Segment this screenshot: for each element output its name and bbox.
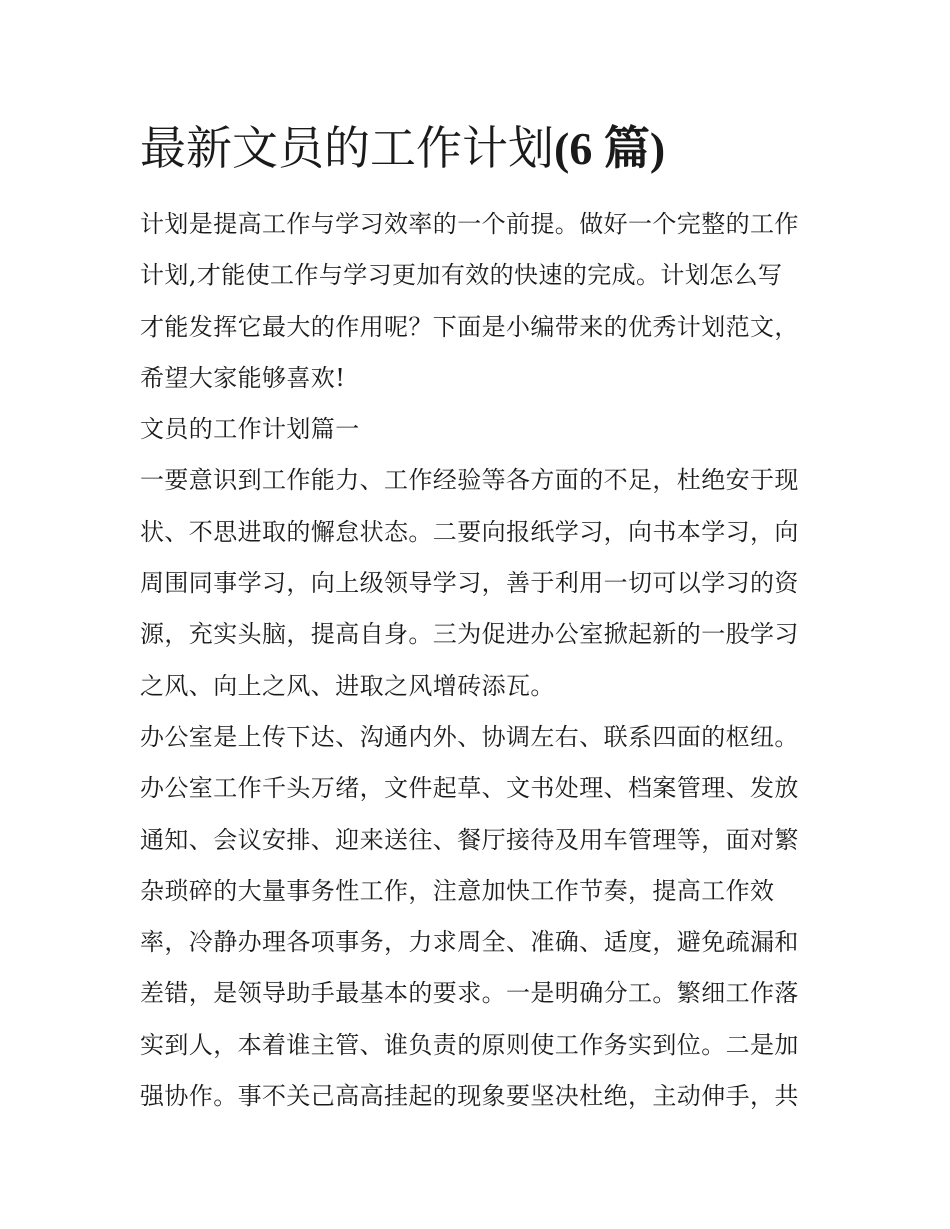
text-line: 状、不思进取的懈怠状态。二要向报纸学习，向书本学习，向 xyxy=(140,517,799,546)
text-line: 源，充实头脑，提高自身。三为促进办公室掀起新的一股学习 xyxy=(140,620,799,649)
text-line: 率，冷静办理各项事务，力求周全、准确、适度，避免疏漏和 xyxy=(140,928,799,957)
section-heading: 文员的工作计划篇一 xyxy=(140,415,360,444)
text-line: 一要意识到工作能力、工作经验等各方面的不足，杜绝安于现 xyxy=(140,466,799,495)
text-line: 差错，是领导助手最基本的要求。一是明确分工。繁细工作落 xyxy=(140,979,799,1008)
text-line: 办公室是上传下达、沟通内外、协调左右、联系四面的枢纽。 xyxy=(140,722,799,751)
text-line: 希望大家能够喜欢! xyxy=(140,363,346,392)
title-main: 最新文员的工作计划 xyxy=(140,121,554,175)
text-line: 之风、向上之风、进取之风增砖添瓦。 xyxy=(140,671,555,700)
text-line: 办公室工作千头万绪，文件起草、文书处理、档案管理、发放 xyxy=(140,774,799,803)
document-title xyxy=(140,116,820,181)
text-line: 实到人，本着谁主管、谁负责的原则使工作务实到位。二是加 xyxy=(140,1030,799,1059)
text-line: 周围同事学习，向上级领导学习，善于利用一切可以学习的资 xyxy=(140,569,799,598)
text-line: 杂琐碎的大量事务性工作，注意加快工作节奏，提高工作效 xyxy=(140,876,775,905)
text-line: 强协作。事不关己高高挂起的现象要坚决杜绝，主动伸手，共 xyxy=(140,1082,799,1111)
text-line: 才能发挥它最大的作用呢？下面是小编带来的优秀计划范文， xyxy=(140,312,799,341)
title-suffix: (6 篇) xyxy=(554,123,666,174)
text-line: 计划,才能使工作与学习更加有效的快速的完成。计划怎么写 xyxy=(140,261,783,290)
text-line: 计划是提高工作与学习效率的一个前提。做好一个完整的工作 xyxy=(140,210,799,238)
text-line: 通知、会议安排、迎来送往、餐厅接待及用车管理等，面对繁 xyxy=(140,825,799,854)
document-body xyxy=(140,199,820,1122)
